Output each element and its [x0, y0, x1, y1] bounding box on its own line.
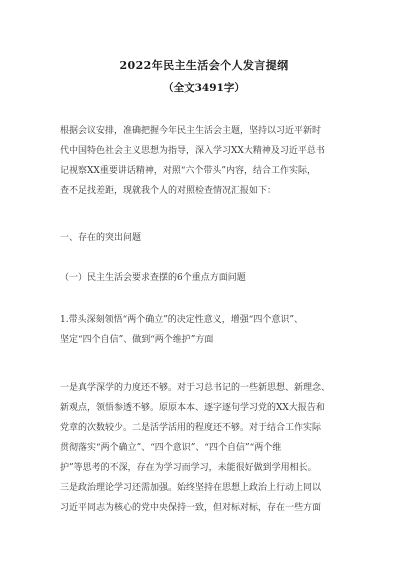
- document-subtitle: （全文3491字）: [163, 82, 245, 94]
- text-line: 根据会议安排，准确把握今年民主生活会主题，坚持以习近平新时: [60, 126, 322, 136]
- text-line: 党章的次数较少。二是活学活用的程度还不够。对于结合工作实际: [60, 423, 322, 433]
- text-line: 坚定“四个自信”、做到“两个维护”方面: [60, 335, 214, 345]
- text-line: 记视察XX重要讲话精神，对照“六个带头”内容，结合工作实际，: [60, 166, 317, 176]
- subsection-heading-text: （一）民主生活会要求查摆的6个重点方面问题: [60, 273, 246, 283]
- text-line: 一是真学深学的力度还不够。对于习总书记的一些新思想、新理念、: [60, 383, 331, 393]
- text-line: 1.带头深刻领悟“两个确立”的决定性意义，增强“四个意识”、: [60, 315, 303, 325]
- text-line: 三是政治理论学习还需加强。始终坚持在思想上政治上行动上同以: [60, 483, 322, 493]
- text-line: 习近平同志为核心的党中央保持一致，但对标对标，存在一些方面: [60, 503, 322, 513]
- text-line: 查不足找差距，现就我个人的对照检查情况汇报如下：: [60, 186, 277, 196]
- subsection-heading: [60, 268, 350, 288]
- text-line: 护”等思考的不深，存在为学习而学习，未能很好做到学用相长。: [60, 463, 317, 473]
- text-line: 代中国特色社会主义思想为指导，深入学习XX大精神及习近平总书: [60, 146, 325, 156]
- section-heading: [60, 228, 350, 248]
- item-heading: [60, 310, 350, 350]
- text-line: 新观点，领悟参透不够。原原本本、逐字逐句学习党的XX大报告和: [60, 403, 325, 413]
- text-line: 贯彻落实“两个确立”、“四个意识”、“四个自信”“两个维: [60, 443, 282, 453]
- section-heading-text: 一、存在的突出问题: [60, 233, 142, 243]
- document-title: 2022年民主生活会个人发言提纲: [119, 59, 289, 72]
- body-paragraph: [60, 378, 350, 518]
- intro-paragraph: [60, 121, 350, 201]
